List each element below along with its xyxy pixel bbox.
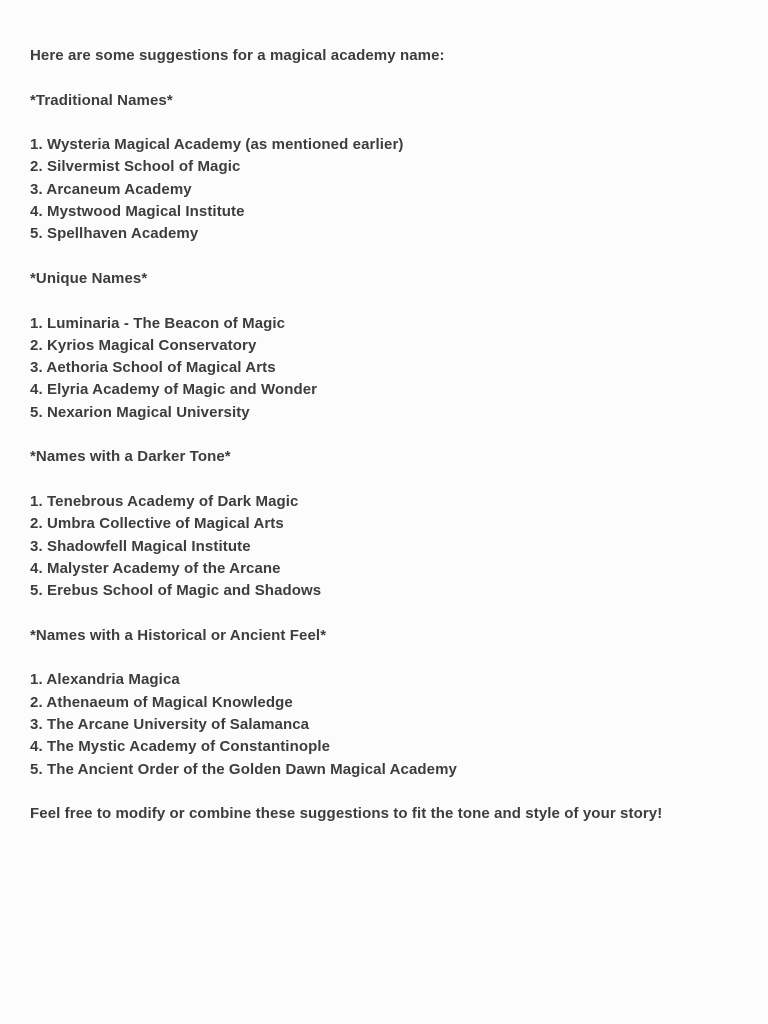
section-heading: *Unique Names* bbox=[30, 269, 148, 287]
section-heading: *Names with a Historical or Ancient Feel* bbox=[30, 626, 327, 644]
list-item: 5. Nexarion Magical University bbox=[30, 403, 250, 421]
list-item: 3. Arcaneum Academy bbox=[30, 180, 192, 198]
section-traditional bbox=[30, 90, 738, 246]
spacer bbox=[30, 781, 738, 803]
section-unique bbox=[30, 268, 738, 424]
spacer bbox=[30, 112, 738, 134]
spacer bbox=[30, 67, 738, 89]
intro-text: Here are some suggestions for a magical academy name: bbox=[30, 47, 445, 64]
spacer bbox=[30, 602, 738, 624]
list-item: 5. Erebus School of Magic and Shadows bbox=[30, 582, 322, 600]
section-heading: *Traditional Names* bbox=[30, 91, 173, 109]
list-item: 1. Wysteria Magical Academy (as mentioned earlier) bbox=[30, 136, 404, 154]
section-heading: *Names with a Darker Tone* bbox=[30, 448, 231, 466]
spacer bbox=[30, 647, 738, 669]
section-historical bbox=[30, 625, 738, 781]
list-item: 4. Malyster Academy of the Arcane bbox=[30, 559, 281, 577]
section-darker-tone bbox=[30, 446, 738, 602]
list-item: 5. Spellhaven Academy bbox=[30, 225, 199, 243]
list-item: 2. Kyrios Magical Conservatory bbox=[30, 336, 257, 354]
list-item: 3. Shadowfell Magical Institute bbox=[30, 537, 251, 555]
list-item: 2. Athenaeum of Magical Knowledge bbox=[30, 693, 293, 711]
spacer bbox=[30, 424, 738, 446]
list-item: 5. The Ancient Order of the Golden Dawn Magical Academy bbox=[30, 760, 457, 778]
closing-text: Feel free to modify or combine these suggestions to fit the tone and style of your story! bbox=[30, 805, 663, 823]
spacer bbox=[30, 469, 738, 491]
list-item: 1. Alexandria Magica bbox=[30, 671, 180, 689]
list-item: 4. The Mystic Academy of Constantinople bbox=[30, 738, 331, 756]
list-item: 3. Aethoria School of Magical Arts bbox=[30, 359, 276, 377]
spacer bbox=[30, 290, 738, 312]
list-item: 3. The Arcane University of Salamanca bbox=[30, 715, 310, 733]
spacer bbox=[30, 246, 738, 268]
list-item: 4. Elyria Academy of Magic and Wonder bbox=[30, 381, 318, 399]
list-item: 2. Silvermist School of Magic bbox=[30, 158, 241, 176]
list-item: 4. Mystwood Magical Institute bbox=[30, 203, 245, 221]
list-item: 1. Luminaria - The Beacon of Magic bbox=[30, 314, 286, 332]
list-item: 1. Tenebrous Academy of Dark Magic bbox=[30, 492, 299, 510]
list-item: 2. Umbra Collective of Magical Arts bbox=[30, 515, 284, 533]
